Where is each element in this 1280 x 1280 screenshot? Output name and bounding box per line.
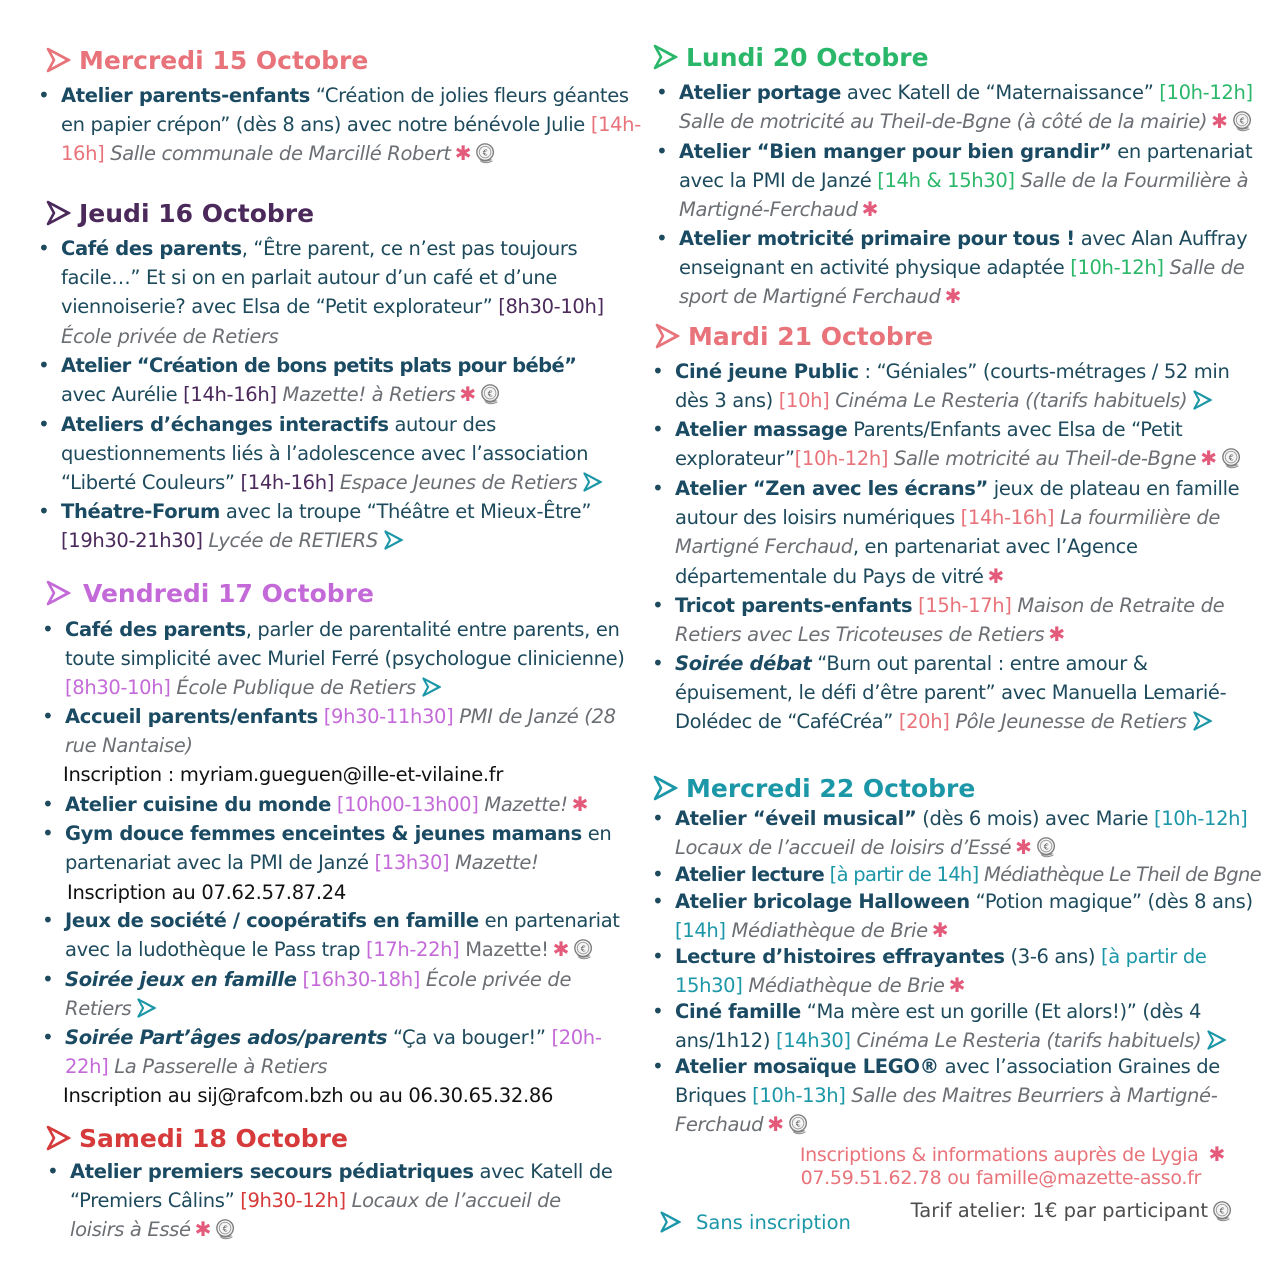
inscription-star-icon: ✱ — [767, 1112, 784, 1137]
event-item: • Café des parents, parler de parentalité entre parents, en toute simplicité avec Muriel Ferré (psychologue clinicienne) [8h30-10h] École Publique de Retiers — [42, 617, 625, 700]
inscription-star-icon: ✱ — [987, 563, 1004, 588]
event-name: Atelier parents-enfants — [61, 84, 311, 107]
chevron-icon — [45, 199, 73, 227]
inscription-star-icon: ✱ — [194, 1217, 212, 1242]
no-inscription-chevron-icon — [135, 997, 159, 1019]
inscription-star-icon: ✱ — [931, 918, 949, 943]
day-title: Mercredi 15 Octobre — [79, 45, 369, 75]
chevron-icon — [45, 46, 73, 74]
inscription-star-icon: ✱ — [1015, 835, 1032, 860]
day-title: Lundi 20 Octobre — [686, 42, 929, 72]
day-header-tue21 — [654, 320, 933, 352]
contact-line: 07.59.51.62.78 ou famille@mazette-asso.fr — [800, 1167, 1201, 1189]
event-item: • Théatre-Forum avec la troupe “Théâtre et Mieux-Être” [19h30-21h30] Lycée de RETIERS — [38, 499, 592, 553]
event-item: • Gym douce femmes enceintes & jeunes mamans en partenariat avec la PMI de Janzé [13h30] Mazette! — [42, 821, 612, 875]
euro-coin-icon — [1036, 836, 1058, 858]
day-header-thu16 — [45, 197, 314, 229]
tarif-label: Tarif atelier: 1€ par participant — [910, 1199, 1208, 1222]
event-item: • Ciné jeune Public : “Géniales” (courts-métrages / 52 min dès 3 ans) [10h] Cinéma Le Resteria ((tarifs habituels) — [652, 359, 1230, 413]
no-inscription-chevron-icon — [382, 529, 406, 551]
day-header-wed15 — [45, 44, 368, 76]
euro-coin-icon — [1212, 1200, 1234, 1222]
day-title: Vendredi 17 Octobre — [83, 578, 374, 608]
event-item: • Atelier “Zen avec les écrans” jeux de plateau en famille autour des loisirs numériques [14h-16h] La fourmilière de Martigné Ferchaud, en partenariat avec l’Agence départementale du Pays de vitré ✱ — [675, 474, 1255, 591]
event-item: • Soirée Part’âges ados/parents “Ça va bouger!” [20h-22h] La Passerelle à Retiers — [42, 1025, 602, 1079]
no-inscription-chevron-icon — [1191, 710, 1215, 732]
inscription-star-icon: ✱ — [1048, 622, 1065, 647]
day-title: Mercredi 22 Octobre — [686, 773, 976, 803]
event-item: • Soirée débat “Burn out parental : entre amour & épuisement, le défi d’être parent” avec Manuella Lemarié-Dolédec de “CaféCréa” [20h] Pôle Jeunesse de Retiers — [652, 651, 1227, 734]
inscription-star-icon: ✱ — [454, 141, 472, 166]
chevron-icon — [45, 1124, 73, 1152]
inscription-line: Inscription : myriam.gueguen@ille-et-vilaine.fr — [63, 763, 504, 786]
chevron-icon — [45, 579, 73, 607]
euro-coin-icon — [788, 1113, 810, 1135]
event-item: • Café des parents, “Être parent, ce n’est pas toujours facile…” Et si on en parlait autour d’un café et d’une viennoiserie? avec Elsa de “Petit explorateur” [8h30-10h] École privée de Retiers — [38, 236, 604, 348]
inscription-star-icon: ✱ — [948, 973, 966, 998]
event-item: • Atelier premiers secours pédiatriques avec Katell de “Premiers Câlins” [9h30-12h] Locaux de l’accueil de loisirs à Essé ✱ — [70, 1157, 615, 1245]
chevron-icon — [652, 43, 680, 71]
inscription-star-icon: ✱ — [1208, 1142, 1225, 1166]
event-item: • Atelier “Création de bons petits plats pour bébé” avec Aurélie [14h-16h] Mazette! à Retiers ✱ — [61, 351, 591, 409]
event-item: • Tricot parents-enfants [15h-17h] Maison de Retraite de Retiers avec Les Tricoteuses de Retiers ✱ — [675, 591, 1255, 649]
day-header-fri17 — [45, 577, 374, 609]
no-inscription-chevron-icon — [1205, 1029, 1229, 1051]
euro-coin-icon — [1232, 110, 1254, 132]
euro-coin-icon — [1221, 447, 1243, 469]
event-item: • Atelier cuisine du monde [10h00-13h00] Mazette! ✱ — [65, 790, 625, 819]
day-header-sat18 — [45, 1122, 348, 1154]
chevron-icon — [654, 322, 682, 350]
event-item: • Atelier portage avec Katell de “Maternaissance” [10h-12h] Salle de motricité au Theil-de-Bgne (à côté de la mairie) ✱ — [679, 78, 1254, 136]
inscription-line: Inscription au sij@rafcom.bzh ou au 06.30.65.32.86 — [63, 1084, 554, 1107]
legend-tarif — [911, 1199, 1234, 1222]
inscription-line: Inscription au 07.62.57.87.24 — [67, 881, 347, 904]
inscription-star-icon: ✱ — [571, 792, 589, 816]
inscription-star-icon: ✱ — [861, 197, 879, 222]
day-title: Samedi 18 Octobre — [79, 1123, 348, 1153]
inscription-star-icon: ✱ — [944, 284, 962, 309]
event-item: • Soirée jeux en famille [16h30-18h] École privée de Retiers — [42, 967, 572, 1021]
day-header-wed22 — [652, 772, 975, 804]
legend-label: Sans inscription — [696, 1210, 851, 1234]
event-item: • Atelier “Bien manger pour bien grandir” en partenariat avec la PMI de Janzé [14h & 15h30] Salle de la Fourmilière à Martigné-Ferchaud ✱ — [679, 137, 1254, 225]
event-item: • Atelier bricolage Halloween “Potion magique” (dès 8 ans) [14h] Médiathèque de Brie ✱ — [675, 887, 1255, 945]
no-inscription-chevron-icon — [420, 676, 444, 698]
event-item: • Atelier “éveil musical” (dès 6 mois) avec Marie [10h-12h] Locaux de l’accueil de loisirs d’Essé ✱ — [675, 804, 1255, 862]
contact-info — [800, 1143, 1225, 1190]
event-item: • Atelier lecture [à partir de 14h] Médiathèque Le Theil de Bgne — [652, 862, 1261, 886]
event-item: • Jeux de société / coopératifs en famille en partenariat avec la ludothèque le Pass trap [17h-22h] Mazette! ✱ — [65, 906, 625, 964]
inscription-star-icon: ✱ — [552, 937, 569, 962]
event-item: • Accueil parents/enfants [9h30-11h30] PMI de Janzé (28 rue Nantaise) — [42, 704, 616, 758]
euro-coin-icon — [573, 938, 595, 960]
event-item: • Atelier mosaïque LEGO® avec l’association Graines de Briques [10h-13h] Salle des Maitres Beurriers à Martigné-Ferchaud ✱ — [675, 1052, 1255, 1140]
event-item: • Atelier parents-enfants “Création de jolies fleurs géantes en papier crépon” (dès 8 ans) avec notre bénévole Julie [14h-16h] Salle communale de Marcillé Robert ✱ — [61, 81, 641, 169]
euro-coin-icon — [215, 1218, 237, 1240]
contact-line: Inscriptions & informations auprès de Lygia — [799, 1144, 1199, 1166]
event-item: • Atelier motricité primaire pour tous ! avec Alan Auffray enseignant en activité physique adaptée [10h-12h] Salle de sport de Martigné Ferchaud ✱ — [679, 224, 1254, 312]
no-inscription-chevron-icon — [658, 1210, 684, 1234]
inscription-star-icon: ✱ — [459, 382, 476, 407]
inscription-star-icon: ✱ — [1211, 109, 1228, 134]
chevron-icon — [652, 774, 680, 802]
event-item: • Atelier massage Parents/Enfants avec Elsa de “Petit explorateur”[10h-12h] Salle motricité au Theil-de-Bgne ✱ — [675, 415, 1255, 473]
legend-no-inscription — [654, 1210, 851, 1234]
event-item: • Ciné famille “Ma mère est un gorille (Et alors!)” (dès 4 ans/1h12) [14h30] Cinéma Le Resteria (tarifs habituels) — [675, 997, 1255, 1055]
day-title: Jeudi 16 Octobre — [79, 198, 315, 228]
euro-coin-icon — [475, 142, 497, 164]
no-inscription-chevron-icon — [1191, 389, 1215, 411]
day-header-mon20 — [652, 41, 929, 73]
euro-coin-icon — [480, 383, 502, 405]
event-item: • Ateliers d’échanges interactifs autour des questionnements liés à l’adolescence avec l’association “Liberté Couleurs” [14h-16h] Espace Jeunes de Retiers — [61, 410, 641, 498]
inscription-star-icon: ✱ — [1200, 446, 1217, 471]
no-inscription-chevron-icon — [581, 471, 605, 493]
event-item: • Lecture d’histoires effrayantes (3-6 ans) [à partir de 15h30] Médiathèque de Brie ✱ — [675, 942, 1255, 1000]
day-title: Mardi 21 Octobre — [688, 321, 934, 351]
